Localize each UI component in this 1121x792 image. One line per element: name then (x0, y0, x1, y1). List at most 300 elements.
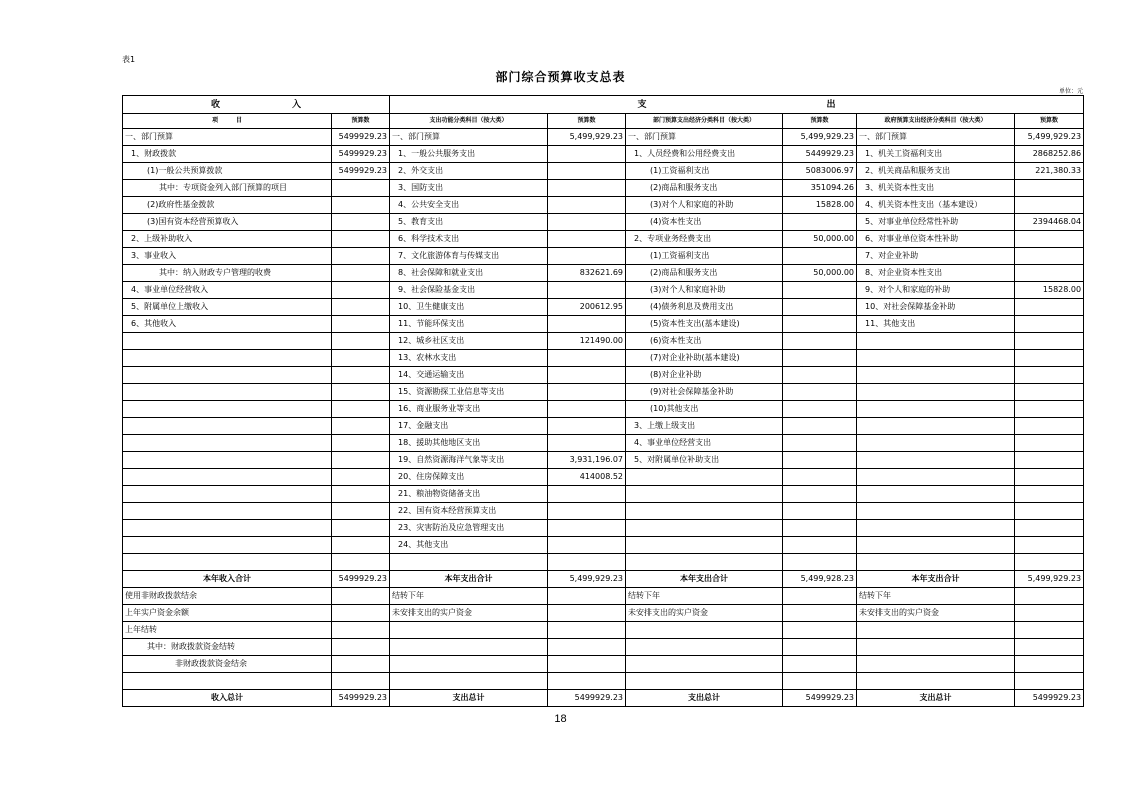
label-cell: 19、自然资源海洋气象等支出 (390, 452, 548, 469)
label-cell: 一、部门预算 (390, 129, 548, 146)
amount-cell (548, 214, 626, 231)
amount-cell (548, 180, 626, 197)
table-number: 表1 (122, 55, 136, 64)
label-cell: 10、对社会保障基金补助 (857, 299, 1015, 316)
amount-cell (332, 180, 390, 197)
label-cell (123, 367, 332, 384)
amount-cell: 5083006.97 (783, 163, 857, 180)
amount-cell (332, 537, 390, 554)
label-cell (123, 418, 332, 435)
amount-cell: 414008.52 (548, 469, 626, 486)
col-budget-gov: 预算数 (1015, 114, 1084, 129)
label-cell (857, 418, 1015, 435)
amount-cell (332, 231, 390, 248)
label-cell (857, 656, 1015, 673)
label-cell: (1)一般公共预算拨款 (123, 163, 332, 180)
amount-cell (783, 282, 857, 299)
label-cell (857, 452, 1015, 469)
amount-cell (1015, 639, 1084, 656)
amount-cell (783, 486, 857, 503)
label-cell (123, 333, 332, 350)
amount-cell (548, 537, 626, 554)
total-amount: 5,499,929.23 (1015, 571, 1084, 588)
table-row (123, 537, 1084, 554)
label-cell: (3)国有资本经营预算收入 (123, 214, 332, 231)
amount-cell (783, 316, 857, 333)
amount-cell (548, 520, 626, 537)
label-cell: 2、专项业务经费支出 (626, 231, 783, 248)
label-cell: 23、灾害防治及应急管理支出 (390, 520, 548, 537)
amount-cell: 351094.26 (783, 180, 857, 197)
amount-cell (1015, 554, 1084, 571)
amount-cell (548, 639, 626, 656)
label-cell: 9、对个人和家庭的补助 (857, 282, 1015, 299)
amount-cell: 50,000.00 (783, 265, 857, 282)
label-cell: (9)对社会保障基金补助 (626, 384, 783, 401)
label-cell (857, 333, 1015, 350)
label-cell: 3、国防支出 (390, 180, 548, 197)
amount-cell (783, 350, 857, 367)
label-cell (626, 639, 783, 656)
amount-cell (548, 384, 626, 401)
label-cell (123, 401, 332, 418)
expenditure-header: 支 出 (390, 96, 1084, 114)
label-cell (626, 503, 783, 520)
label-cell: (4)资本性支出 (626, 214, 783, 231)
label-cell: 4、机关资本性支出（基本建设） (857, 197, 1015, 214)
amount-cell: 121490.00 (548, 333, 626, 350)
label-cell (857, 469, 1015, 486)
table-row (123, 469, 1084, 486)
amount-cell (332, 401, 390, 418)
amount-cell (332, 299, 390, 316)
page-number: 18 (554, 713, 567, 725)
label-cell: (3)对个人和家庭的补助 (626, 197, 783, 214)
label-cell (626, 537, 783, 554)
amount-cell (1015, 503, 1084, 520)
label-cell: (2)政府性基金拨款 (123, 197, 332, 214)
amount-cell (548, 316, 626, 333)
label-cell: (2)商品和服务支出 (626, 265, 783, 282)
label-cell (857, 384, 1015, 401)
budget-summary-table (122, 95, 1084, 707)
amount-cell (1015, 656, 1084, 673)
amount-cell (332, 673, 390, 690)
amount-cell (1015, 622, 1084, 639)
annual-total-row (123, 571, 1084, 588)
label-cell (123, 384, 332, 401)
amount-cell (332, 656, 390, 673)
total-amount: 5499929.23 (548, 690, 626, 707)
label-cell (626, 554, 783, 571)
label-cell (857, 503, 1015, 520)
amount-cell (332, 197, 390, 214)
total-label: 支出总计 (626, 690, 783, 707)
label-cell: 11、节能环保支出 (390, 316, 548, 333)
amount-cell (548, 588, 626, 605)
amount-cell (1015, 486, 1084, 503)
table-row (123, 588, 1084, 605)
amount-cell (1015, 367, 1084, 384)
label-cell: 18、援助其他地区支出 (390, 435, 548, 452)
label-cell (390, 554, 548, 571)
label-cell: 1、一般公共服务支出 (390, 146, 548, 163)
unit-label: 单位：元 (1058, 88, 1083, 95)
amount-cell (1015, 520, 1084, 537)
amount-cell (1015, 180, 1084, 197)
label-cell: 结转下年 (626, 588, 783, 605)
amount-cell (332, 503, 390, 520)
label-cell (390, 622, 548, 639)
label-cell: 6、科学技术支出 (390, 231, 548, 248)
amount-cell (548, 605, 626, 622)
amount-cell (783, 299, 857, 316)
amount-cell (1015, 673, 1084, 690)
label-cell (857, 622, 1015, 639)
label-cell (123, 503, 332, 520)
label-cell: 14、交通运输支出 (390, 367, 548, 384)
label-cell (123, 537, 332, 554)
label-cell: 1、机关工资福利支出 (857, 146, 1015, 163)
label-cell (123, 435, 332, 452)
amount-cell (332, 282, 390, 299)
amount-cell (783, 384, 857, 401)
amount-cell (332, 469, 390, 486)
label-cell: 其中：专项资金列入部门预算的项目 (123, 180, 332, 197)
table-row (123, 486, 1084, 503)
table-row (123, 452, 1084, 469)
total-amount: 5499929.23 (332, 571, 390, 588)
label-cell (857, 520, 1015, 537)
amount-cell: 5,499,929.23 (1015, 129, 1084, 146)
table-row (123, 248, 1084, 265)
label-cell: 10、卫生健康支出 (390, 299, 548, 316)
label-cell: 8、对企业资本性支出 (857, 265, 1015, 282)
label-cell: 11、其他支出 (857, 316, 1015, 333)
label-cell (390, 656, 548, 673)
total-label: 本年收入合计 (123, 571, 332, 588)
amount-cell (783, 435, 857, 452)
amount-cell (332, 384, 390, 401)
label-cell (626, 656, 783, 673)
label-cell: 21、粮油物资储备支出 (390, 486, 548, 503)
total-label: 本年支出合计 (626, 571, 783, 588)
amount-cell (1015, 316, 1084, 333)
amount-cell (783, 588, 857, 605)
amount-cell (332, 367, 390, 384)
label-cell: 6、其他收入 (123, 316, 332, 333)
label-cell: 24、其他支出 (390, 537, 548, 554)
label-cell: 结转下年 (390, 588, 548, 605)
amount-cell (332, 452, 390, 469)
amount-cell (1015, 418, 1084, 435)
table-row (123, 605, 1084, 622)
amount-cell (783, 554, 857, 571)
label-cell (123, 469, 332, 486)
label-cell: 4、事业单位经营收入 (123, 282, 332, 299)
label-cell: 2、机关商品和服务支出 (857, 163, 1015, 180)
label-cell: 未安排支出的实户资金 (390, 605, 548, 622)
amount-cell (548, 282, 626, 299)
label-cell: 1、人员经费和公用经费支出 (626, 146, 783, 163)
amount-cell (332, 486, 390, 503)
amount-cell (332, 605, 390, 622)
label-cell: 7、对企业补助 (857, 248, 1015, 265)
label-cell (857, 401, 1015, 418)
label-cell (857, 673, 1015, 690)
amount-cell (548, 622, 626, 639)
table-row (123, 622, 1084, 639)
amount-cell: 3,931,196.07 (548, 452, 626, 469)
amount-cell (1015, 384, 1084, 401)
amount-cell (548, 401, 626, 418)
label-cell: (6)资本性支出 (626, 333, 783, 350)
label-cell: 其中：纳入财政专户管理的收费 (123, 265, 332, 282)
amount-cell (548, 367, 626, 384)
total-amount: 5499929.23 (332, 690, 390, 707)
total-label: 支出总计 (857, 690, 1015, 707)
amount-cell (783, 673, 857, 690)
table-row (123, 163, 1084, 180)
amount-cell (1015, 299, 1084, 316)
table-row (123, 639, 1084, 656)
label-cell: 20、住房保障支出 (390, 469, 548, 486)
amount-cell (548, 231, 626, 248)
label-cell (626, 673, 783, 690)
amount-cell: 2394468.04 (1015, 214, 1084, 231)
label-cell: 22、国有资本经营预算支出 (390, 503, 548, 520)
amount-cell: 5499929.23 (332, 163, 390, 180)
label-cell: 2、上级补助收入 (123, 231, 332, 248)
amount-cell: 15828.00 (1015, 282, 1084, 299)
amount-cell (1015, 265, 1084, 282)
amount-cell (548, 163, 626, 180)
label-cell: 5、对附属单位补助支出 (626, 452, 783, 469)
amount-cell (332, 520, 390, 537)
label-cell: (3)对个人和家庭补助 (626, 282, 783, 299)
table-row (123, 299, 1084, 316)
table-row (123, 673, 1084, 690)
label-cell: 上年结转 (123, 622, 332, 639)
label-cell (626, 469, 783, 486)
amount-cell (783, 418, 857, 435)
label-cell: 上年实户资金余额 (123, 605, 332, 622)
amount-cell (783, 622, 857, 639)
label-cell: 非财政拨款资金结余 (123, 656, 332, 673)
label-cell: 16、商业服务业等支出 (390, 401, 548, 418)
label-cell (626, 486, 783, 503)
table-row (123, 265, 1084, 282)
label-cell: 8、社会保障和就业支出 (390, 265, 548, 282)
label-cell: (1)工资福利支出 (626, 163, 783, 180)
amount-cell (548, 146, 626, 163)
label-cell (123, 452, 332, 469)
amount-cell (783, 248, 857, 265)
total-amount: 5499929.23 (783, 690, 857, 707)
amount-cell (783, 214, 857, 231)
label-cell: 4、事业单位经营支出 (626, 435, 783, 452)
table-row (123, 367, 1084, 384)
amount-cell (783, 537, 857, 554)
amount-cell: 221,380.33 (1015, 163, 1084, 180)
amount-cell (332, 214, 390, 231)
grand-total-row (123, 690, 1084, 707)
label-cell: 一、部门预算 (626, 129, 783, 146)
label-cell: 结转下年 (857, 588, 1015, 605)
label-cell: 2、外交支出 (390, 163, 548, 180)
amount-cell (1015, 333, 1084, 350)
label-cell (123, 520, 332, 537)
table-row (123, 197, 1084, 214)
label-cell: (2)商品和服务支出 (626, 180, 783, 197)
amount-cell (548, 486, 626, 503)
col-func-class: 支出功能分类科目（按大类） (390, 114, 548, 129)
label-cell (626, 520, 783, 537)
label-cell (857, 350, 1015, 367)
amount-cell (332, 639, 390, 656)
amount-cell (548, 503, 626, 520)
amount-cell (783, 452, 857, 469)
label-cell: 6、对事业单位资本性补助 (857, 231, 1015, 248)
label-cell: (5)资本性支出(基本建设) (626, 316, 783, 333)
label-cell (857, 435, 1015, 452)
table-row (123, 435, 1084, 452)
label-cell: (1)工资福利支出 (626, 248, 783, 265)
label-cell (626, 622, 783, 639)
amount-cell (548, 656, 626, 673)
total-label: 支出总计 (390, 690, 548, 707)
amount-cell (1015, 248, 1084, 265)
amount-cell (548, 197, 626, 214)
label-cell (857, 367, 1015, 384)
amount-cell (332, 622, 390, 639)
table-row (123, 146, 1084, 163)
table-row (123, 554, 1084, 571)
label-cell: 一、部门预算 (857, 129, 1015, 146)
table-row (123, 316, 1084, 333)
amount-cell: 5499929.23 (332, 129, 390, 146)
label-cell: (7)对企业补助(基本建设) (626, 350, 783, 367)
label-cell (123, 350, 332, 367)
amount-cell: 200612.95 (548, 299, 626, 316)
label-cell: 未安排支出的实户资金 (857, 605, 1015, 622)
amount-cell (548, 673, 626, 690)
amount-cell (783, 639, 857, 656)
label-cell: 使用非财政拨款结余 (123, 588, 332, 605)
amount-cell: 2868252.86 (1015, 146, 1084, 163)
label-cell: 其中：财政拨款资金结转 (123, 639, 332, 656)
amount-cell (783, 503, 857, 520)
total-label: 收入总计 (123, 690, 332, 707)
amount-cell (783, 401, 857, 418)
label-cell: 17、金融支出 (390, 418, 548, 435)
amount-cell: 50,000.00 (783, 231, 857, 248)
amount-cell: 15828.00 (783, 197, 857, 214)
amount-cell (1015, 537, 1084, 554)
table-row (123, 350, 1084, 367)
total-amount: 5,499,929.23 (548, 571, 626, 588)
label-cell: 未安排支出的实户资金 (626, 605, 783, 622)
amount-cell (332, 588, 390, 605)
label-cell: (8)对企业补助 (626, 367, 783, 384)
amount-cell (332, 248, 390, 265)
amount-cell (548, 418, 626, 435)
label-cell: 5、对事业单位经常性补助 (857, 214, 1015, 231)
amount-cell (783, 367, 857, 384)
label-cell (390, 639, 548, 656)
income-header: 收 入 (123, 96, 390, 114)
amount-cell (548, 435, 626, 452)
amount-cell (1015, 350, 1084, 367)
table-row (123, 231, 1084, 248)
amount-cell (783, 333, 857, 350)
amount-cell (1015, 469, 1084, 486)
label-cell: 3、事业收入 (123, 248, 332, 265)
table-row (123, 656, 1084, 673)
amount-cell: 5,499,929.23 (548, 129, 626, 146)
table-row (123, 520, 1084, 537)
amount-cell (332, 265, 390, 282)
label-cell: 一、部门预算 (123, 129, 332, 146)
amount-cell (332, 435, 390, 452)
amount-cell: 5449929.23 (783, 146, 857, 163)
total-amount: 5499929.23 (1015, 690, 1084, 707)
label-cell: 5、附属单位上缴收入 (123, 299, 332, 316)
label-cell: 7、文化旅游体育与传媒支出 (390, 248, 548, 265)
table-row (123, 384, 1084, 401)
amount-cell (1015, 401, 1084, 418)
label-cell: 3、上缴上级支出 (626, 418, 783, 435)
amount-cell (548, 248, 626, 265)
amount-cell (1015, 605, 1084, 622)
col-dept-econ-class: 部门预算支出经济分类科目（按大类） (626, 114, 783, 129)
label-cell: 3、机关资本性支出 (857, 180, 1015, 197)
amount-cell: 5499929.23 (332, 146, 390, 163)
label-cell (123, 486, 332, 503)
label-cell: 9、社会保险基金支出 (390, 282, 548, 299)
table-row (123, 503, 1084, 520)
amount-cell (783, 520, 857, 537)
amount-cell (783, 469, 857, 486)
amount-cell (1015, 452, 1084, 469)
document-title: 部门综合预算收支总表 (495, 70, 626, 84)
amount-cell (332, 316, 390, 333)
total-label: 本年支出合计 (857, 571, 1015, 588)
amount-cell: 5,499,929.23 (783, 129, 857, 146)
total-amount: 5,499,928.23 (783, 571, 857, 588)
total-label: 本年支出合计 (390, 571, 548, 588)
label-cell: 13、农林水支出 (390, 350, 548, 367)
table-row (123, 418, 1084, 435)
label-cell: 1、财政拨款 (123, 146, 332, 163)
label-cell: 5、教育支出 (390, 214, 548, 231)
amount-cell (1015, 197, 1084, 214)
table-row (123, 180, 1084, 197)
amount-cell (332, 333, 390, 350)
label-cell: (10)其他支出 (626, 401, 783, 418)
label-cell (857, 554, 1015, 571)
amount-cell (1015, 435, 1084, 452)
label-cell (390, 673, 548, 690)
amount-cell (332, 554, 390, 571)
col-budget-income: 预算数 (332, 114, 390, 129)
table-row (123, 214, 1084, 231)
amount-cell (1015, 588, 1084, 605)
table-row (123, 401, 1084, 418)
col-budget-dept: 预算数 (783, 114, 857, 129)
label-cell (857, 486, 1015, 503)
amount-cell (332, 350, 390, 367)
